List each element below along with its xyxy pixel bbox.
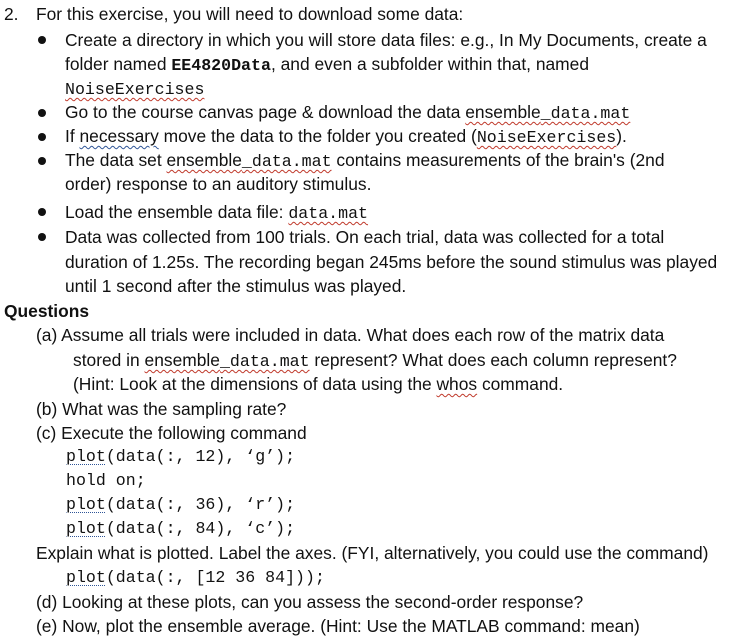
bullet-icon — [38, 133, 46, 141]
subfolder-name-code: NoiseExercises — [65, 80, 205, 99]
exercise-intro: For this exercise, you will need to download some data: — [36, 4, 464, 24]
filename-code: _data.mat — [540, 104, 631, 123]
question-c-explain: Explain what is plotted. Label the axes. (FYI, alternatively, you could use the command) — [36, 543, 709, 563]
bullet-1-line-3 — [65, 76, 204, 102]
questions-heading: Questions — [4, 301, 90, 321]
question-c-intro: (c) Execute the following command — [36, 423, 307, 443]
code-line-1: plot(data(:, 12), ‘g’); — [66, 447, 296, 466]
bullet-icon — [38, 208, 46, 216]
question-d: (d) Looking at these plots, can you assess the second-order response? — [36, 592, 584, 612]
bullet-5: Load the ensemble data file: data.mat — [65, 202, 369, 223]
bullet-icon — [38, 157, 46, 165]
bullet-6-line-1: Data was collected from 100 trials. On each trial, data was collected for a total — [65, 227, 665, 247]
bullet-6-line-3: until 1 second after the stimulus was played. — [65, 276, 407, 296]
question-a-line-2: stored in ensemble_data.mat represent? What does each column represent? — [73, 350, 677, 371]
folder-name-code: EE4820Data — [171, 56, 271, 75]
bullet-1-line-2: folder named EE4820Data, and even a subfolder within that, named — [65, 54, 590, 75]
question-a-line-1: (a) Assume all trials were included in data. What does each row of the matrix data — [36, 325, 665, 345]
folder-name-code: NoiseExercises — [476, 128, 617, 147]
bullet-icon — [38, 233, 46, 241]
bullet-2: Go to the course canvas page & download the data ensemble_data.mat — [65, 102, 631, 123]
code-line-3: plot(data(:, 36), ‘r’); — [66, 495, 296, 514]
code-line-4: plot(data(:, 84), ‘c’); — [66, 519, 296, 538]
question-b: (b) What was the sampling rate? — [36, 399, 287, 419]
bullet-6-line-2: duration of 1.25s. The recording began 245ms before the sound stimulus was played — [65, 252, 718, 272]
code-line-2: hold on; — [66, 471, 146, 490]
exercise-number: 2. — [4, 4, 19, 24]
filename-code: _data.mat — [219, 352, 310, 371]
filename-code: data.mat — [288, 204, 369, 223]
bullet-3: If necessary move the data to the folder you created (NoiseExercises). — [65, 126, 627, 147]
bullet-4-line-1: The data set ensemble_data.mat contains measurements of the brain's (2nd — [65, 150, 665, 171]
code-line-5: plot(data(:, [12 36 84])); — [66, 568, 325, 587]
bullet-icon — [38, 36, 46, 44]
filename-code: _data.mat — [241, 152, 332, 171]
bullet-1-line-1: Create a directory in which you will store data files: e.g., In My Documents, create a — [65, 30, 707, 50]
question-a-line-3: (Hint: Look at the dimensions of data using the whos command. — [73, 374, 564, 394]
question-e: (e) Now, plot the ensemble average. (Hint: Use the MATLAB command: mean) — [36, 616, 640, 636]
bullet-4-line-2: order) response to an auditory stimulus. — [65, 174, 372, 194]
bullet-icon — [38, 109, 46, 117]
